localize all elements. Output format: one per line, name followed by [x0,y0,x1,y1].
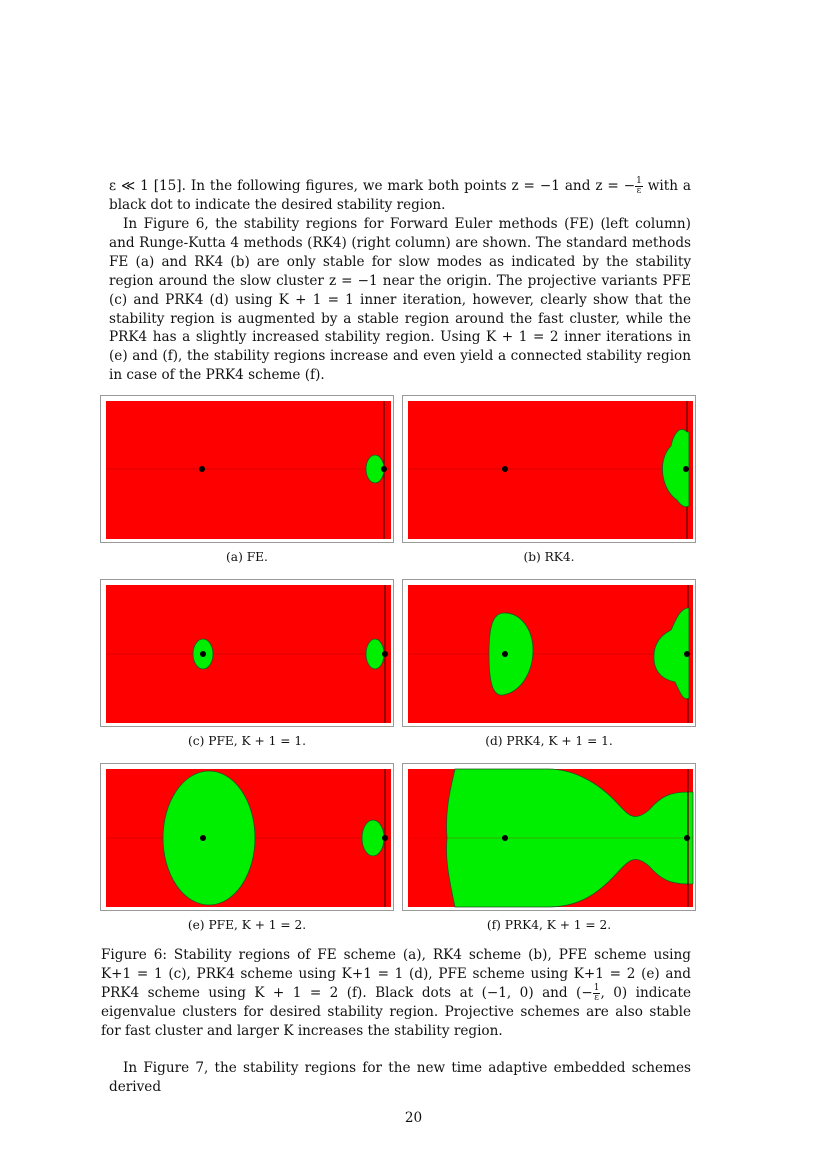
slow-cluster-dot [200,835,206,841]
subcaption-f: (f) PRK4, K + 1 = 2. [486,918,612,932]
paragraph-figure-description: In Figure 6, the stability regions for Forward Euler methods (FE) (left column) and Runge-Kutta 4 methods (RK4) (right column) are shown. The standard methods FE (a) and RK4 (b) are only stable for slow modes as indicated by the stability region around the slow cluster z = −1 near the origin. The projective variants PFE (c) and PRK4 (d) using K + 1 = 1 inner iteration, however, clearly show that the stability region is augmented by a stable region around the fast cluster, while the PRK4 has a slightly increased stability region. Using K + 1 = 2 inner iterations in (e) and (f), the stability regions increase and even yield a connected stability region in case of the PRK4 scheme (f). [109,216,691,384]
subcaption-a: (a) FE. [226,550,268,564]
fast-cluster-dot [382,651,388,657]
slow-cluster-dot [502,651,508,657]
paragraph-intro: ε ≪ 1 [15]. In the following figures, we mark both points z = −1 and z = − $\frac{1}{\varepsilon}$ with a black dot to indicate the desired stability region. [109,176,691,213]
subcaption-b: (b) RK4. [523,550,575,564]
panel-e-pfe-2 [100,763,394,911]
fast-cluster-dot [684,651,690,657]
plot-b-rk4 [403,396,697,544]
plot-c-pfe-1 [101,580,395,728]
plot-a-fe [101,396,395,544]
fast-cluster-dot [683,466,689,472]
subcaption-c: (c) PFE, K + 1 = 1. [188,734,306,748]
plot-e-pfe-2 [101,764,395,912]
panel-b-rk4 [402,395,696,543]
panel-f-prk4-2 [402,763,696,911]
subcaption-d: (d) PRK4, K + 1 = 1. [485,734,613,748]
slow-cluster-dot [502,466,508,472]
stable-region-slow [163,771,255,905]
fast-cluster-dot [382,835,388,841]
fraction-one-over-epsilon-caption: $\frac{1}{\varepsilon}$ [593,982,600,1003]
slow-cluster-dot [502,835,508,841]
panel-c-pfe-1 [100,579,394,727]
stable-region-fast [366,639,384,669]
slow-cluster-dot [200,651,206,657]
subcaption-e: (e) PFE, K + 1 = 2. [187,918,307,932]
unstable-region [408,401,693,539]
plot-d-prk4-1 [403,580,697,728]
slow-cluster-dot [199,466,205,472]
panel-d-prk4-1 [402,579,696,727]
stable-region-fast [362,820,384,856]
plot-f-prk4-2 [403,764,697,912]
fast-cluster-dot [684,835,690,841]
fraction-one-over-epsilon: $\frac{1}{\varepsilon}$ [636,176,642,196]
unstable-region [106,401,391,539]
figure-caption: Figure 6: Stability regions of FE scheme (a), RK4 scheme (b), PFE scheme using K+1 = 1 (c), PRK4 scheme using K+1 = 1 (d), PFE scheme using K+1 = 2 (e) and PRK4 scheme using K + 1 = 2 (f). Black dots at (−1, 0) and (− $\frac{1}{\varepsilon}$ , 0) indicate eigenvalue clusters for desired stability region. Projective schemes are also stable for fast cluster and larger K increases the stability region. [101,947,691,1039]
paragraph-figure7: In Figure 7, the stability regions for the new time adaptive embedded schemes derived [109,1060,691,1095]
panel-a-fe [100,395,394,543]
page-number: 20 [404,1110,423,1126]
fast-cluster-dot [381,466,387,472]
